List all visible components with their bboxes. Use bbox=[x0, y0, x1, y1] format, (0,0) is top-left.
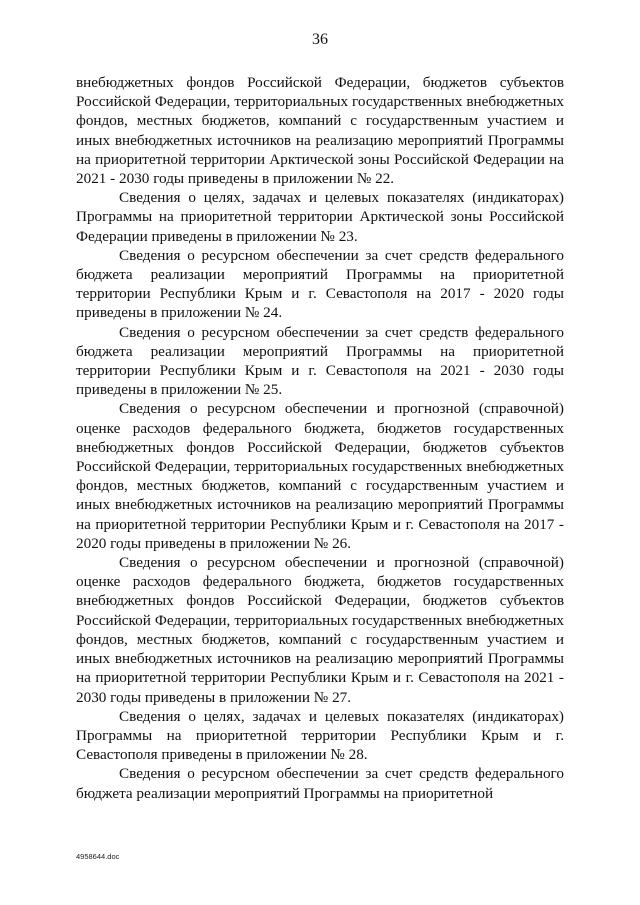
paragraph-appendix-26: Сведения о ресурсном обеспечении и прогнозной (справочной) оценке расходов федерального бюджета, бюджетов государственных внебюджетных фондов Российской Федерации, бюджетов субъектов Российской Федерации, территориальных государственных внебюджетных фондов, местных бюджетов, компаний с государственным участием и иных внебюджетных источников на реализацию мероприятий Программы на приоритетной территории Республики Крым и г. Севастополя на 2017 - 2020 годы приведены в приложении № 26. bbox=[76, 400, 564, 552]
document-body bbox=[76, 73, 564, 803]
paragraph-appendix-23: Сведения о целях, задачах и целевых показателях (индикаторах) Программы на приоритетной территории Арктической зоны Российской Федерации приведены в приложении № 23. bbox=[76, 189, 564, 245]
paragraph-appendix-24: Сведения о ресурсном обеспечении за счет средств федерального бюджета реализации мероприятий Программы на приоритетной территории Республики Крым и г. Севастополя на 2017 - 2020 годы приведены в приложении № 24. bbox=[76, 246, 564, 322]
footer-file-name: 4958644.doc bbox=[76, 852, 120, 861]
paragraph-appendix-25: Сведения о ресурсном обеспечении за счет средств федерального бюджета реализации мероприятий Программы на приоритетной территории Республики Крым и г. Севастополя на 2021 - 2030 годы приведены в приложении № 25. bbox=[76, 323, 564, 399]
page-number: 36 bbox=[312, 31, 328, 48]
paragraph-trailing: Сведения о ресурсном обеспечении за счет средств федерального бюджета реализации мероприятий Программы на приоритетной bbox=[76, 765, 564, 802]
paragraph-appendix-28: Сведения о целях, задачах и целевых показателях (индикаторах) Программы на приоритетной территории Республики Крым и г. Севастополя приведены в приложении № 28. bbox=[76, 707, 564, 764]
paragraph-continuation: внебюджетных фондов Российской Федерации, бюджетов субъектов Российской Федерации, территориальных государственных внебюджетных фондов, местных бюджетов, компаний с государственным участием и иных внебюджетных источников на реализацию мероприятий Программы на приоритетной территории Арктической зоны Российской Федерации на 2021 - 2030 годы приведены в приложении № 22. bbox=[76, 74, 564, 188]
paragraph-appendix-27: Сведения о ресурсном обеспечении и прогнозной (справочной) оценке расходов федерального бюджета, бюджетов государственных внебюджетных фондов Российской Федерации, бюджетов субъектов Российской Федерации, территориальных государственных внебюджетных фондов, местных бюджетов, компаний с государственным участием и иных внебюджетных источников на реализацию мероприятий Программы на приоритетной территории Республики Крым и г. Севастополя на 2021 - 2030 годы приведены в приложении № 27. bbox=[76, 554, 564, 706]
